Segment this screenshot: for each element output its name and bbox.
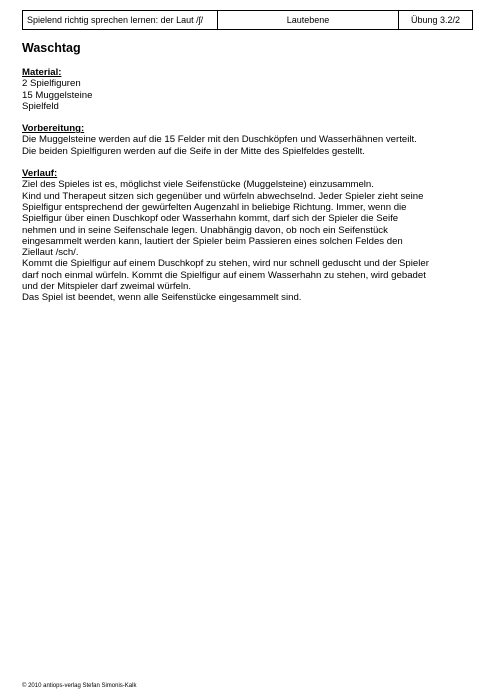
verlauf-line: Spielfigur über einen Duschkopf oder Wasserhahn kommt, darf sich der Spieler die Seife: [22, 213, 399, 225]
verlauf-heading: Verlauf:: [22, 168, 58, 180]
document-body: [22, 41, 477, 315]
verlauf-section: [22, 168, 477, 304]
verlauf-line: Kind und Therapeut sitzen sich gegenüber und würfeln abwechselnd. Jeder Spieler zieht seine: [22, 190, 424, 202]
header-exercise-number: Übung 3.2/2: [399, 11, 473, 30]
verlauf-line: eingesammelt werden kann, lautiert der Spieler beim Passieren eines solchen Feldes den: [22, 235, 403, 247]
material-item: Spielfeld: [22, 100, 59, 112]
material-item: 15 Muggelsteine: [22, 89, 93, 101]
verlauf-line: Das Spiel ist beendet, wenn alle Seifenstücke eingesammelt sind.: [22, 292, 302, 304]
header-level: Lautebene: [218, 11, 399, 30]
verlauf-line: Spielfigur entsprechend der gewürfelten Augenzahl in beliebige Richtung. Immer, wenn die: [22, 201, 407, 213]
material-heading: Material:: [22, 67, 62, 78]
vorbereitung-line: Die Muggelsteine werden auf die 15 Felder mit den Duschköpfen und Wasserhähnen verteilt.: [22, 134, 417, 146]
material-section: [22, 67, 477, 112]
footer-copyright: © 2010 antiops-verlag Stefan Simonis-Kalk: [22, 683, 137, 689]
page-title: Waschtag: [22, 41, 81, 55]
vorbereitung-section: [22, 123, 477, 157]
verlauf-line: und der Mitspieler darf zweimal würfeln.: [22, 281, 192, 293]
material-item: 2 Spielfiguren: [22, 78, 81, 90]
header-row: [23, 11, 473, 30]
verlauf-line: darf noch einmal würfeln. Kommt die Spielfigur auf einem Wasserhahn zu stehen, wird gebadet: [22, 269, 426, 281]
verlauf-line: Ziellaut /sch/.: [22, 247, 79, 259]
vorbereitung-heading: Vorbereitung:: [22, 123, 85, 135]
header-table: [22, 10, 473, 30]
vorbereitung-line: Die beiden Spielfiguren werden auf die Seife in der Mitte des Spielfeldes gestellt.: [22, 145, 365, 157]
verlauf-line: Kommt die Spielfigur auf einem Duschkopf zu stehen, wird nur schnell geduscht und der Spieler: [22, 258, 429, 270]
verlauf-line: Ziel des Spieles ist es, möglichst viele Seifenstücke (Muggelsteine) einzusammeln.: [22, 179, 374, 191]
header-subject: Spielend richtig sprechen lernen: der Laut /ʃ/: [23, 11, 218, 30]
verlauf-line: nehmen und in seine Seifenschale legen. Unabhängig davon, ob noch ein Seifenstück: [22, 224, 388, 236]
